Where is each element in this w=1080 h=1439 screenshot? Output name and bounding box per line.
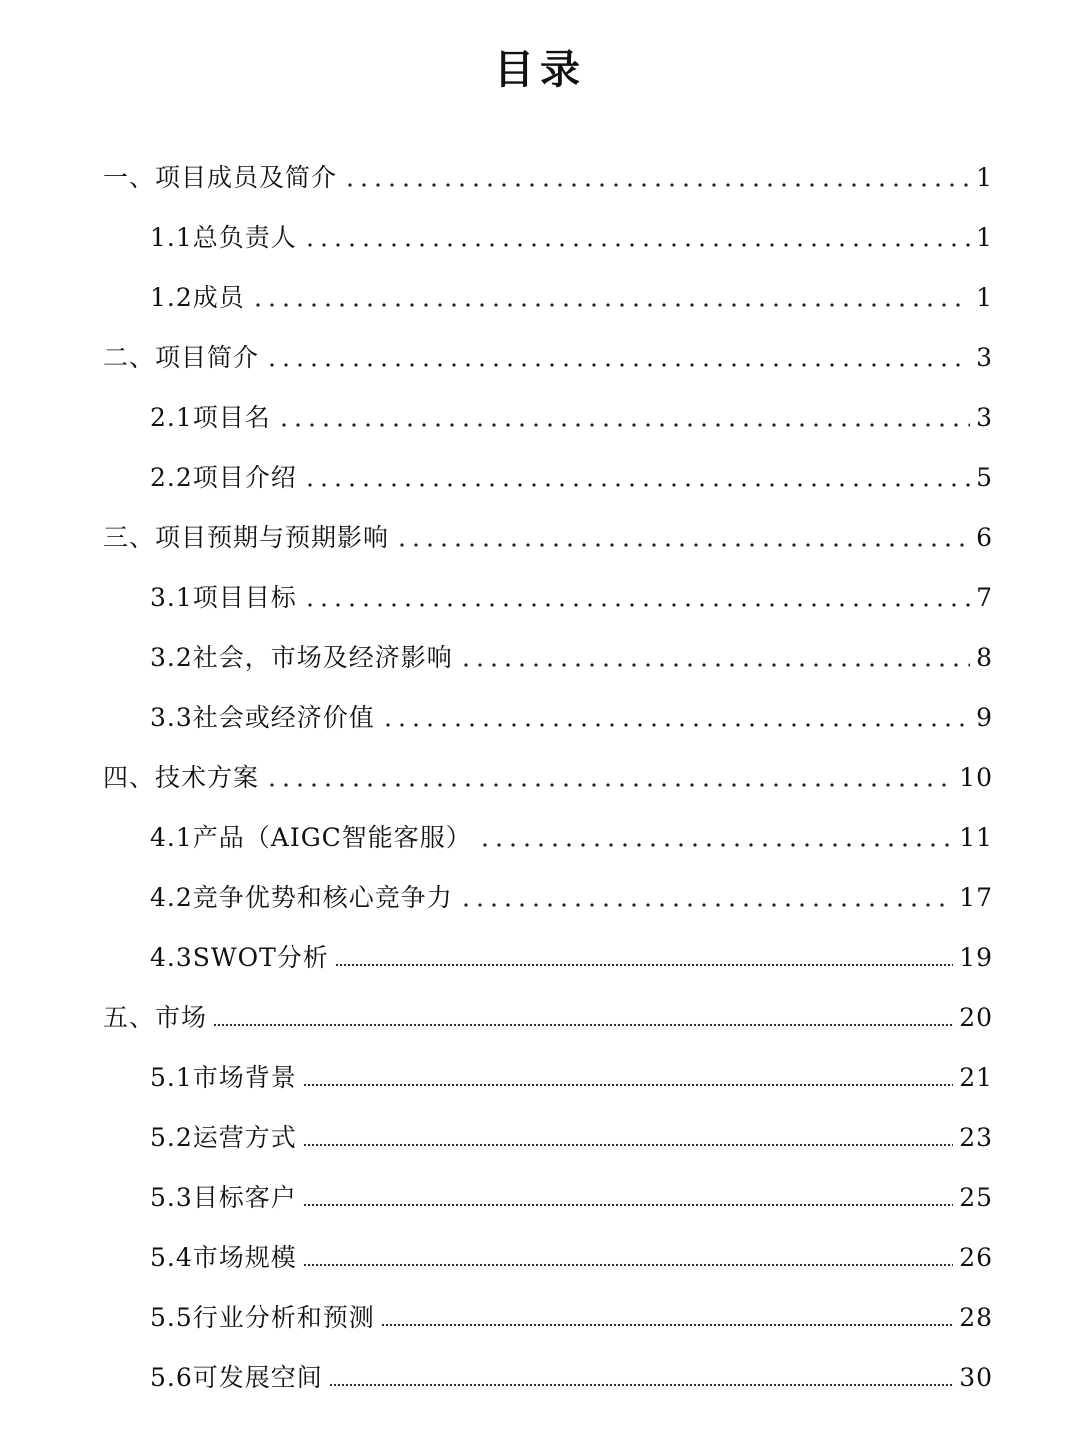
toc-entry-text: 3.1项目目标 — [150, 583, 297, 612]
dot-leader — [213, 1023, 953, 1027]
dot-leader — [343, 183, 970, 187]
dot-leader — [381, 1323, 953, 1327]
toc-entry-5-3[interactable] — [150, 1178, 993, 1218]
toc-entry-4-1[interactable] — [150, 818, 993, 858]
toc-entry-section-3[interactable] — [103, 518, 993, 558]
toc-entry-page: 25 — [959, 1183, 993, 1212]
toc-entry-1-2[interactable] — [150, 278, 993, 318]
toc-entry-text: 1.2成员 — [150, 283, 245, 312]
toc-entry-text: 5.6可发展空间 — [150, 1363, 323, 1392]
toc-entry-page: 1 — [976, 223, 993, 252]
toc-entry-page: 11 — [959, 823, 993, 852]
toc-entry-section-4[interactable] — [103, 758, 993, 798]
dot-leader — [251, 303, 970, 307]
dot-leader — [395, 543, 970, 547]
dot-leader — [303, 243, 970, 247]
toc-entry-1-1[interactable] — [150, 218, 993, 258]
toc-entry-page: 30 — [959, 1363, 993, 1392]
toc-entry-page: 23 — [959, 1123, 993, 1152]
toc-entry-text: 4.3SWOT分析 — [150, 943, 329, 972]
dot-leader — [459, 903, 953, 907]
toc-entry-text: 二、项目简介 — [103, 343, 260, 372]
toc-entry-section-2[interactable] — [103, 338, 993, 378]
toc-entry-text: 5.1市场背景 — [150, 1063, 297, 1092]
toc-entry-4-3[interactable] — [150, 938, 993, 978]
toc-entry-page: 26 — [959, 1243, 993, 1272]
toc-entry-text: 五、市场 — [103, 1003, 208, 1032]
toc-entry-page: 19 — [959, 943, 993, 972]
toc-entry-page: 3 — [976, 343, 993, 372]
toc-entry-page: 21 — [959, 1063, 993, 1092]
toc-entry-page: 8 — [976, 643, 993, 672]
toc-entry-3-1[interactable] — [150, 578, 993, 618]
toc-entry-5-6[interactable] — [150, 1358, 993, 1398]
dot-leader — [303, 1083, 953, 1087]
toc-entry-3-2[interactable] — [150, 638, 993, 678]
toc-entry-text: 3.3社会或经济价值 — [150, 703, 375, 732]
toc-entry-2-1[interactable] — [150, 398, 993, 438]
toc-entry-text: 4.2竞争优势和核心竞争力 — [150, 883, 453, 912]
dot-leader — [303, 603, 970, 607]
toc-entry-page: 1 — [976, 283, 993, 312]
toc-entry-text: 四、技术方案 — [103, 763, 260, 792]
toc-entry-page: 6 — [976, 523, 993, 552]
toc-entry-text: 4.1产品（AIGC智能客服） — [150, 823, 472, 852]
dot-leader — [335, 963, 953, 967]
dot-leader — [303, 1143, 953, 1147]
dot-leader — [303, 483, 970, 487]
toc-entry-5-4[interactable] — [150, 1238, 993, 1278]
toc-entry-text: 3.2社会，市场及经济影响 — [150, 643, 453, 672]
toc-entry-text: 5.3目标客户 — [150, 1183, 297, 1212]
toc-entry-page: 20 — [959, 1003, 993, 1032]
toc-entry-text: 1.1总负责人 — [150, 223, 297, 252]
toc-entry-page: 17 — [959, 883, 993, 912]
toc-entry-section-1[interactable] — [103, 158, 993, 198]
toc-entry-2-2[interactable] — [150, 458, 993, 498]
toc-entry-page: 28 — [959, 1303, 993, 1332]
toc-entry-text: 5.5行业分析和预测 — [150, 1303, 375, 1332]
toc-entry-page: 5 — [976, 463, 993, 492]
dot-leader — [478, 843, 953, 847]
toc-entry-text: 5.2运营方式 — [150, 1123, 297, 1152]
toc-entry-text: 三、项目预期与预期影响 — [103, 523, 390, 552]
dot-leader — [381, 723, 970, 727]
toc-entry-text: 一、项目成员及简介 — [103, 163, 338, 192]
toc-entry-text: 5.4市场规模 — [150, 1243, 297, 1272]
dot-leader — [329, 1383, 953, 1387]
dot-leader — [303, 1263, 953, 1267]
toc-entry-3-3[interactable] — [150, 698, 993, 738]
toc-entry-text: 2.1项目名 — [150, 403, 271, 432]
toc-entry-page: 10 — [959, 763, 993, 792]
dot-leader — [265, 363, 970, 367]
toc-entry-5-1[interactable] — [150, 1058, 993, 1098]
toc-entry-5-5[interactable] — [150, 1298, 993, 1338]
toc-title: 目录 — [494, 47, 586, 93]
toc-entry-4-2[interactable] — [150, 878, 993, 918]
toc-entry-5-2[interactable] — [150, 1118, 993, 1158]
dot-leader — [459, 663, 970, 667]
dot-leader — [277, 423, 970, 427]
toc-entry-page: 9 — [976, 703, 993, 732]
dot-leader — [265, 783, 953, 787]
toc-entry-page: 7 — [976, 583, 993, 612]
dot-leader — [303, 1203, 953, 1207]
toc-entry-page: 1 — [976, 163, 993, 192]
toc-entry-section-5[interactable] — [103, 998, 993, 1038]
toc-entry-page: 3 — [976, 403, 993, 432]
toc-entry-text: 2.2项目介绍 — [150, 463, 297, 492]
